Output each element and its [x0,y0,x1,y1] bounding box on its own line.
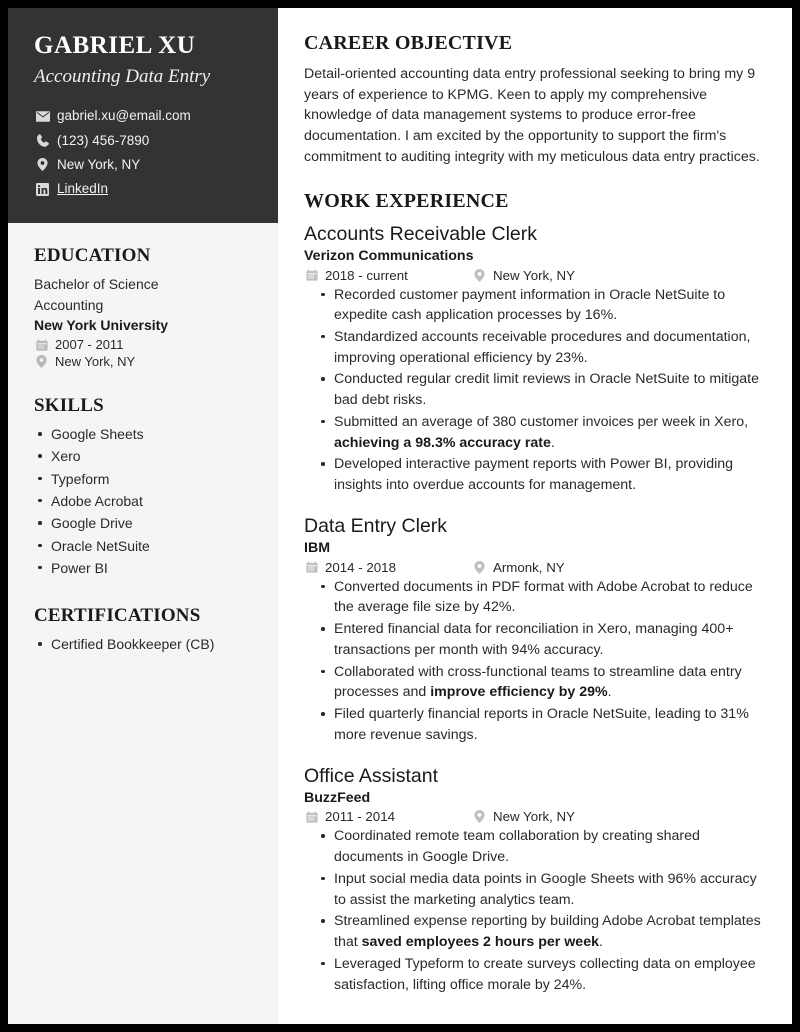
calendar-icon [304,269,319,281]
job-bullet: Input social media data points in Google Sheets with 96% accuracy to assist the marketing analytics team. [318,869,764,910]
certifications-list [34,634,252,655]
job-bullet: Collaborated with cross-functional teams to streamline data entry processes and improve efficiency by 29%. [318,662,764,703]
skills-heading: SKILLS [34,395,104,417]
skill-item: Oracle NetSuite [34,536,252,557]
job-dates-group [304,560,472,575]
job-bullet: Submitted an average of 380 customer invoices per week in Xero, achieving a 98.3% accuracy rate. [318,412,764,453]
job-location-group [472,560,565,575]
education-location: New York, NY [55,354,136,370]
education-dates: 2007 - 2011 [55,337,124,353]
job-bullet: Conducted regular credit limit reviews in Oracle NetSuite to mitigate bad debt risks. [318,369,764,410]
job-bullet: Developed interactive payment reports with Power BI, providing insights into overdue accounts for management. [318,454,764,495]
phone-icon [34,134,51,147]
job-bullet-list [304,285,764,496]
job-meta [304,560,764,575]
contact-item-linkedin[interactable] [34,179,252,199]
skill-item: Google Sheets [34,424,252,445]
job-location: New York, NY [493,809,576,825]
job-location-group [472,809,575,824]
education-section [34,245,252,369]
calendar-icon [304,811,319,823]
job-location-group [472,268,575,283]
education-school: New York University [34,316,169,333]
education-dates-row [34,337,252,352]
job-company: Verizon Communications [304,248,474,265]
contact-value: New York, NY [57,156,141,172]
envelope-icon [34,111,51,122]
job-bullet: Standardized accounts receivable procedures and documentation, improving operational efficiency by 23%. [318,327,764,368]
location-pin-icon [34,355,49,368]
job-entry [304,222,764,496]
certification-item: Certified Bookkeeper (CB) [34,634,252,655]
job-dates: 2018 - current [325,267,408,283]
work-experience-section [304,190,764,996]
candidate-name: GABRIEL XU [34,32,196,59]
candidate-job-title: Accounting Data Entry [34,65,211,87]
contact-value[interactable]: LinkedIn [57,181,109,197]
job-bullet: Filed quarterly financial reports in Oracle NetSuite, leading to 31% more revenue savings. [318,704,764,745]
job-company: BuzzFeed [304,789,371,806]
job-meta [304,268,764,283]
job-dates: 2014 - 2018 [325,559,396,575]
contact-item-location-pin [34,155,252,175]
job-title: Office Assistant [304,764,439,787]
job-bullet: Entered financial data for reconciliation in Xero, managing 400+ transactions per month with 94% accuracy. [318,619,764,660]
job-title: Accounts Receivable Clerk [304,222,538,245]
education-field: Accounting [34,296,104,313]
location-pin-icon [472,810,487,823]
job-bullet: Coordinated remote team collaboration by creating shared documents in Google Drive. [318,826,764,867]
job-entry [304,764,764,996]
job-meta [304,809,764,824]
contact-item-envelope [34,106,252,126]
calendar-icon [34,339,49,351]
career-objective-heading: CAREER OBJECTIVE [304,32,513,54]
education-heading: EDUCATION [34,245,151,267]
sidebar-body [8,223,278,1024]
contact-item-phone [34,131,252,151]
job-title: Data Entry Clerk [304,514,448,537]
education-degree: Bachelor of Science [34,276,159,293]
work-experience-heading: WORK EXPERIENCE [304,189,509,212]
career-objective-text: Detail-oriented accounting data entry professional seeking to bring my 9 years of experience to KPMG. Keen to apply my comprehensive knowledge of data management systems to produce error-free documentation. I am excited by the opportunity to support the firm's commitment to auditing integrity with my meticulous data entry practices. [304,66,760,165]
job-location: New York, NY [493,267,576,283]
job-bullet: Streamlined expense reporting by building Adobe Acrobat templates that saved employees 2 hours per week. [318,911,764,952]
linkedin-icon [34,183,51,196]
contact-value: (123) 456-7890 [57,132,150,148]
skills-list [34,424,252,579]
calendar-icon [304,561,319,573]
skill-item: Power BI [34,558,252,579]
job-company: IBM [304,540,331,557]
job-location: Armonk, NY [493,559,565,575]
skill-item: Google Drive [34,513,252,534]
job-bullet: Converted documents in PDF format with Adobe Acrobat to reduce the average file size by 42%. [318,577,764,618]
location-pin-icon [472,561,487,574]
job-dates-group [304,268,472,283]
certifications-heading: CERTIFICATIONS [34,605,201,627]
location-pin-icon [34,158,51,171]
career-objective-section [304,32,764,168]
contact-value: gabriel.xu@email.com [57,108,191,124]
job-bullet: Leveraged Typeform to create surveys collecting data on employee satisfaction, lifting office morale by 24%. [318,954,764,995]
job-dates: 2011 - 2014 [325,809,395,825]
skill-item: Typeform [34,469,252,490]
job-dates-group [304,809,472,824]
job-entry [304,514,764,746]
education-location-row [34,354,252,369]
job-list [304,222,764,996]
sidebar [8,8,278,1024]
sidebar-header [8,8,278,223]
skills-section [34,395,252,579]
job-bullet: Recorded customer payment information in Oracle NetSuite to expedite cash application processes by 16%. [318,285,764,326]
certifications-section [34,605,252,655]
skill-item: Adobe Acrobat [34,491,252,512]
location-pin-icon [472,269,487,282]
skill-item: Xero [34,446,252,467]
contact-list [34,106,252,199]
job-bullet-list [304,826,764,995]
main-content [278,8,792,1024]
job-bullet-list [304,577,764,746]
resume-page [8,8,792,1024]
